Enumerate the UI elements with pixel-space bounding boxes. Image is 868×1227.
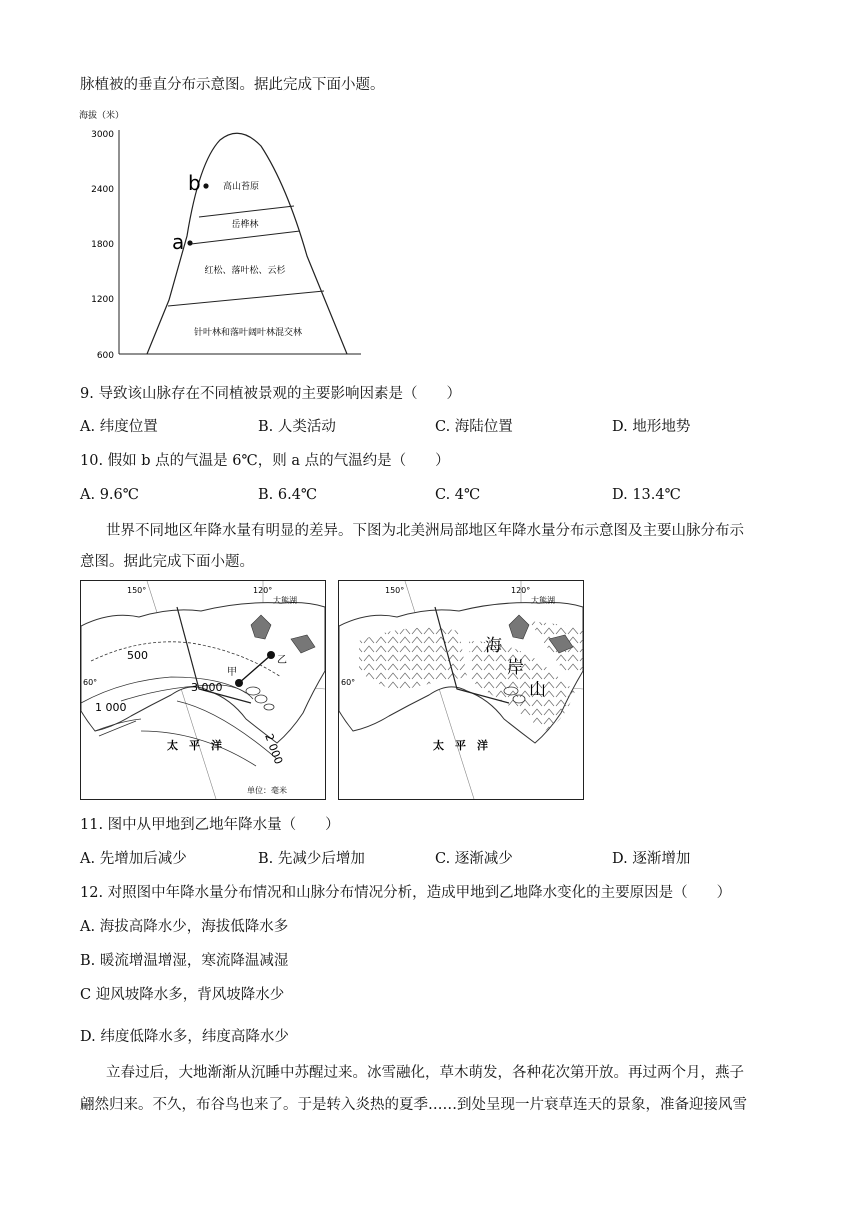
map1-lat-60: 60° — [83, 678, 98, 687]
map1-lon-120: 120° — [253, 586, 273, 595]
coast-range-char-1: 海 — [485, 636, 502, 656]
q10-option-b[interactable]: B. 6.4℃ — [258, 487, 318, 503]
map2-lake-label: 大熊湖 — [531, 596, 555, 605]
passage1-line1: 世界不同地区年降水量有明显的差异。下图为北美洲局部地区年降水量分布示意图及主要山脉分布示 — [106, 523, 744, 539]
q12-stem: 12. 对照图中年降水量分布情况和山脉分布情况分析，造成甲地到乙地降水变化的主要原因是（ ） — [80, 885, 732, 901]
place-yi-label: 乙 — [277, 655, 287, 666]
q12-option-a[interactable]: A. 海拔高降水少，海拔低降水多 — [80, 919, 289, 935]
q12-option-c[interactable]: C 迎风坡降水多，背风坡降水少 — [80, 987, 285, 1003]
y-axis-label: 海拔（米） — [79, 111, 125, 121]
zone-alpine-tundra: 高山苔原 — [222, 182, 260, 192]
q11-option-c[interactable]: C. 逐渐减少 — [435, 851, 513, 867]
map2-lon-120: 120° — [511, 586, 531, 595]
q9-option-c[interactable]: C. 海陆位置 — [435, 419, 513, 435]
place-jia-label: 甲 — [227, 667, 237, 678]
place-yi-marker — [267, 651, 275, 659]
map1-lon-150: 150° — [127, 586, 147, 595]
map1-lake-label: 大熊湖 — [273, 596, 297, 605]
y-tick-3000: 3000 — [91, 130, 114, 140]
vegetation-zone-figure — [75, 106, 375, 368]
y-tick-2400: 2400 — [91, 185, 114, 195]
q10-option-a[interactable]: A. 9.6℃ — [80, 487, 139, 503]
coast-range-char-2: 岸 — [507, 658, 524, 678]
q9-option-a[interactable]: A. 纬度位置 — [80, 419, 158, 435]
q10-stem: 10. 假如 b 点的气温是 6℃，则 a 点的气温约是（ ） — [80, 453, 450, 469]
q9-option-d[interactable]: D. 地形地势 — [612, 419, 691, 435]
y-tick-600: 600 — [96, 351, 114, 361]
point-b-marker — [203, 183, 208, 188]
passage1-line2: 意图。据此完成下面小题。 — [80, 554, 254, 570]
isohyet-2000: 2 000 — [262, 731, 286, 766]
q9-option-b[interactable]: B. 人类活动 — [258, 419, 336, 435]
isohyet-3000: 3 000 — [191, 681, 223, 694]
q9-stem: 9. 导致该山脉存在不同植被景观的主要影响因素是（ ） — [80, 386, 461, 402]
map2-lat-60: 60° — [341, 678, 356, 687]
place-jia-marker — [235, 679, 243, 687]
point-b-label: b — [188, 171, 201, 195]
isohyet-500: 500 — [127, 649, 148, 662]
q11-option-d[interactable]: D. 逐渐增加 — [612, 851, 691, 867]
map1-unit: 单位：毫米 — [247, 786, 287, 795]
zone-birch-forest: 岳桦林 — [231, 220, 259, 230]
y-tick-1200: 1200 — [91, 295, 114, 305]
q12-option-d[interactable]: D. 纬度低降水多，纬度高降水少 — [80, 1029, 289, 1045]
map2-ocean-label: 太 平 洋 — [433, 739, 488, 752]
q10-option-c[interactable]: C. 4℃ — [435, 487, 481, 503]
isohyet-1000: 1 000 — [95, 701, 127, 714]
zone-mixed-forest: 针叶林和落叶阔叶林混交林 — [193, 328, 303, 338]
q11-option-a[interactable]: A. 先增加后减少 — [80, 851, 187, 867]
point-a-marker — [187, 240, 192, 245]
zone-conifer: 红松、落叶松、云杉 — [204, 266, 286, 276]
precipitation-map — [80, 580, 326, 800]
q10-option-d[interactable]: D. 13.4℃ — [612, 487, 681, 503]
point-a-label: a — [172, 230, 185, 254]
passage2-line1: 立春过后，大地渐渐从沉睡中苏醒过来。冰雪融化，草木萌发，各种花次第开放。再过两个月，燕子 — [106, 1065, 744, 1081]
q11-stem: 11. 图中从甲地到乙地年降水量（ ） — [80, 817, 340, 833]
q12-option-b[interactable]: B. 暖流增温增湿，寒流降温减湿 — [80, 953, 289, 969]
q11-option-b[interactable]: B. 先减少后增加 — [258, 851, 365, 867]
coast-range-char-3: 山 — [529, 680, 546, 700]
map2-lon-150: 150° — [385, 586, 405, 595]
y-tick-1800: 1800 — [91, 240, 114, 250]
intro-line: 脉植被的垂直分布示意图。据此完成下面小题。 — [80, 77, 385, 93]
passage2-line2: 翩然归来。不久，布谷鸟也来了。于是转入炎热的夏季……到处呈现一片衰草连天的景象，准备迎接风雪 — [80, 1097, 747, 1113]
mountain-range-map — [338, 580, 584, 800]
map1-ocean-label: 太 平 洋 — [167, 739, 222, 752]
